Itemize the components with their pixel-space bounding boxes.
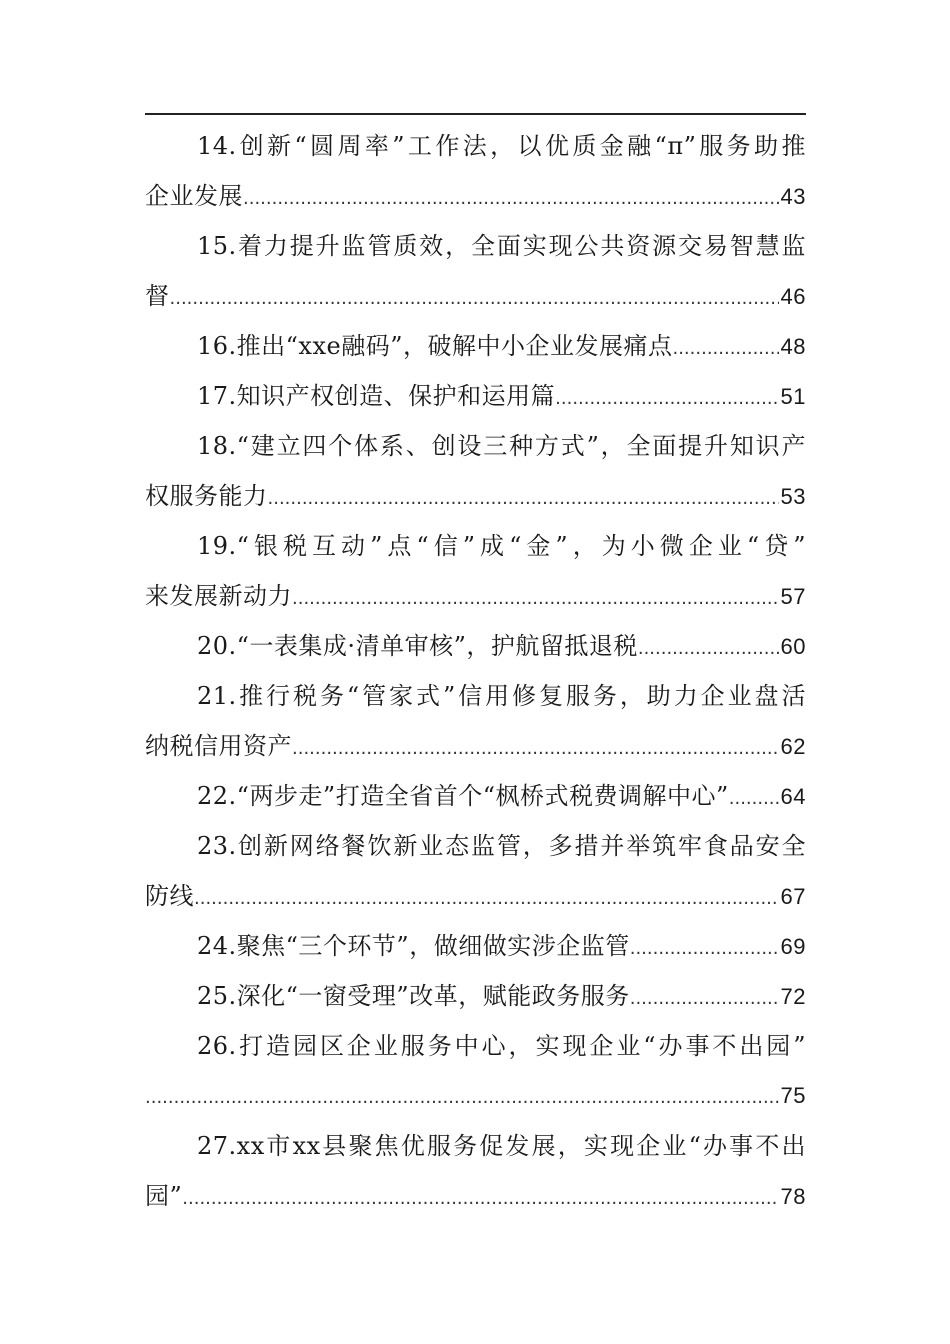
toc-page-number: 46 [780,284,806,309]
toc-entry-title: 27.xx市xx县聚焦优服务促发展，实现企业“办事不出 [197,1132,806,1160]
toc-page-number: 60 [780,634,806,659]
toc-entry-21-line2[interactable] [145,721,806,771]
toc-leader-dots [243,174,779,224]
table-of-contents [145,121,806,1221]
toc-entry-26-line2[interactable] [145,1071,806,1121]
toc-entry-19-line2[interactable] [145,571,806,621]
toc-leader-dots [630,974,779,1024]
toc-page-number: 78 [780,1184,806,1209]
toc-entry-title: 22.“两步走”打造全省首个“枫桥式税费调解中心” [197,782,729,810]
toc-entry-title: 25.深化“一窗受理”改革，赋能政务服务 [197,982,630,1010]
toc-page-number: 51 [780,384,806,409]
toc-entry-title: 17.知识产权创造、保护和运用篇 [197,382,556,410]
toc-leader-dots [292,574,779,624]
toc-entry-title: 23.创新网络餐饮新业态监管，多措并举筑牢食品安全 [197,832,806,860]
toc-leader-dots [729,774,779,824]
toc-leader-dots [630,924,779,974]
toc-entry-title: 15.着力提升监管质效，全面实现公共资源交易智慧监 [197,232,806,260]
toc-entry-14-line2[interactable] [145,171,806,221]
toc-entry-title-cont: 防线 [145,882,194,910]
toc-entry-15-line1 [145,221,806,271]
toc-entry-19-line1 [145,521,806,571]
toc-entry-title: 24.聚焦“三个环节”，做细做实涉企监管 [197,932,630,960]
toc-page-number: 62 [780,734,806,759]
toc-entry-title: 20.“一表集成·清单审核”，护航留抵退税 [197,632,638,660]
toc-leader-dots [145,1073,779,1123]
toc-entry-title-cont: 纳税信用资产 [145,732,292,760]
toc-page-number: 75 [780,1083,806,1108]
toc-entry-title-cont: 来发展新动力 [145,582,292,610]
toc-page-number: 43 [780,184,806,209]
toc-entry-22[interactable] [145,771,806,821]
toc-leader-dots [555,374,778,424]
toc-page-number: 67 [780,884,806,909]
toc-leader-dots [268,474,779,524]
toc-page-number: 57 [780,584,806,609]
toc-entry-title-cont: 权服务能力 [145,482,268,510]
toc-page-number: 53 [780,484,806,509]
toc-leader-dots [638,624,779,674]
toc-entry-title-cont: 企业发展 [145,182,243,210]
toc-entry-23-line1 [145,821,806,871]
toc-entry-title: 14.创新“圆周率”工作法，以优质金融“π”服务助推 [197,132,806,160]
toc-page-number: 64 [780,784,806,809]
toc-entry-25[interactable] [145,971,806,1021]
toc-entry-14-line1 [145,121,806,171]
toc-entry-24[interactable] [145,921,806,971]
toc-leader-dots [194,874,779,924]
toc-entry-21-line1 [145,671,806,721]
header-rule [145,113,806,115]
toc-entry-title-cont: 园” [145,1182,183,1210]
toc-entry-27-line1 [145,1121,806,1171]
toc-leader-dots [170,274,779,324]
toc-entry-27-line2[interactable] [145,1171,806,1221]
toc-entry-title: 16.推出“xxe融码”，破解中小企业发展痛点 [197,332,673,360]
toc-entry-26-line1 [145,1021,806,1071]
toc-entry-title: 21.推行税务“管家式”信用修复服务，助力企业盘活 [197,682,806,710]
toc-entry-23-line2[interactable] [145,871,806,921]
toc-page-number: 48 [780,334,806,359]
toc-entry-20[interactable] [145,621,806,671]
toc-entry-18-line1 [145,421,806,471]
toc-leader-dots [672,324,778,374]
toc-page-number: 69 [780,934,806,959]
toc-entry-18-line2[interactable] [145,471,806,521]
toc-entry-title: 26.打造园区企业服务中心，实现企业“办事不出园” [197,1032,806,1060]
toc-entry-15-line2[interactable] [145,271,806,321]
toc-entry-title: 19.“银税互动”点“信”成“金”，为小微企业“贷” [197,532,806,560]
toc-entry-title-cont: 督 [145,282,170,310]
toc-entry-17[interactable] [145,371,806,421]
toc-entry-16[interactable] [145,321,806,371]
toc-page-number: 72 [780,984,806,1009]
toc-leader-dots [182,1174,778,1224]
toc-leader-dots [292,724,779,774]
toc-entry-title: 18.“建立四个体系、创设三种方式”，全面提升知识产 [197,432,806,460]
